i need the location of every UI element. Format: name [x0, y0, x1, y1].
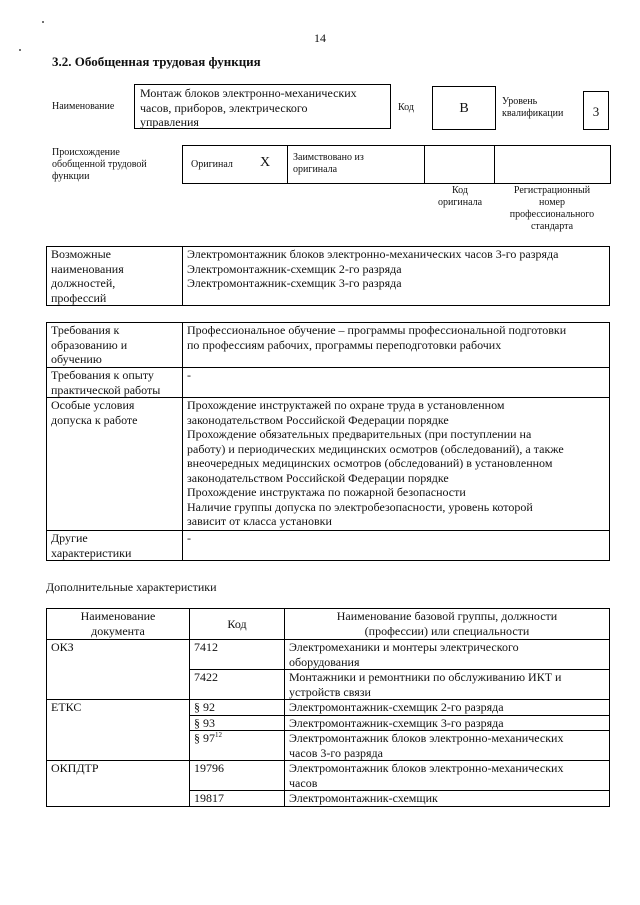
code-cell — [190, 640, 285, 670]
requirement-value-line: Наличие группы допуска по электробезопасности, уровень которой — [187, 499, 533, 514]
requirement-value-line: - — [187, 531, 191, 545]
name-line: Электромонтажник-схемщик 3-го разряда — [289, 715, 504, 730]
reg-caption-line: профессионального — [509, 209, 595, 220]
code-cell — [190, 731, 285, 761]
reg-caption-line: номер — [539, 197, 565, 208]
origin-label-line: обобщенной трудовой — [52, 159, 147, 170]
requirement-label-cell — [47, 323, 183, 368]
header-name-line: (профессии) или специальности — [364, 623, 530, 638]
positions-table — [46, 246, 610, 306]
requirement-value-line: законодательством Российской Федерации порядке — [187, 412, 449, 427]
name-value-line: Монтаж блоков электронно-механических — [140, 86, 357, 100]
table-row — [47, 247, 610, 306]
reg-number-caption — [494, 185, 610, 233]
requirement-label-line: обучению — [51, 352, 102, 366]
header-doc-line: Наименование — [80, 609, 156, 623]
code-value: 19796 — [194, 761, 224, 775]
name-line: часов — [289, 775, 318, 790]
borrowed-label — [293, 152, 364, 176]
table-row — [47, 700, 610, 716]
additional-table — [46, 608, 610, 807]
level-value: 3 — [592, 104, 600, 119]
origin-label-line: Происхождение — [52, 147, 120, 158]
position-item: Электромонтажник-схемщик 3-го разряда — [187, 276, 402, 290]
name-line: устройств связи — [289, 684, 371, 699]
requirement-label-line: Особые условия — [51, 398, 135, 412]
name-line: Электромонтажник блоков электронно-механических — [289, 761, 564, 775]
name-cell — [285, 640, 610, 670]
positions-label-line: профессий — [51, 290, 107, 305]
code-cell — [190, 670, 285, 700]
name-line: оборудования — [289, 654, 360, 669]
table-row — [47, 398, 610, 531]
level-label-line: квалификации — [502, 108, 564, 119]
header-name-line: Наименование базовой группы, должности — [336, 609, 558, 623]
code-cell — [190, 700, 285, 716]
origin-label-line: функции — [52, 171, 90, 182]
name-value-line: управления — [140, 115, 199, 129]
positions-label-cell — [47, 247, 183, 306]
requirement-value-line: работу) и периодических медицинских осмотров (обследований), а также — [187, 441, 564, 456]
name-line: Монтажники и ремонтники по обслуживанию ИКТ и — [289, 670, 562, 684]
position-item: Электромонтажник блоков электронно-механических часов 3-го разряда — [187, 247, 559, 261]
name-cell — [285, 670, 610, 700]
requirement-value-line: законодательством Российской Федерации порядке — [187, 470, 449, 485]
origin-box — [182, 145, 611, 184]
code-cell — [190, 715, 285, 731]
code-label: Код — [398, 102, 414, 113]
requirement-label-line: Другие — [51, 531, 88, 545]
positions-label-line: Возможные — [51, 247, 111, 261]
doc-name: ОКПДТР — [51, 761, 99, 775]
table-row — [47, 640, 610, 670]
requirement-label-cell — [47, 398, 183, 531]
code-value: 7412 — [194, 640, 218, 654]
name-line: Электромеханики и монтеры электрического — [289, 640, 519, 654]
scan-speck — [19, 49, 21, 51]
requirement-label-line: образованию и — [51, 337, 128, 352]
doc-name: ОКЗ — [51, 640, 74, 654]
name-label: Наименование — [52, 101, 115, 112]
additional-title: Дополнительные характеристики — [46, 580, 217, 594]
table-row — [47, 368, 610, 398]
table-header-row — [47, 609, 610, 640]
requirement-value-cell — [183, 368, 610, 398]
requirement-value-line: по профессиям рабочих, программы переподготовки рабочих — [187, 337, 502, 352]
requirement-value-line: Прохождение инструктажа по пожарной безопасности — [187, 485, 466, 499]
code-cell — [190, 791, 285, 807]
level-label-line: Уровень — [502, 96, 538, 107]
name-cell — [285, 700, 610, 716]
code-footnote: 12 — [215, 731, 222, 739]
original-label: Оригинал — [191, 159, 233, 170]
code-caption-line: Код — [452, 185, 468, 196]
requirement-label-cell — [47, 531, 183, 561]
name-value-line: часов, приборов, электрического — [140, 100, 308, 115]
code-value: 19817 — [194, 791, 224, 805]
requirement-label-line: характеристики — [51, 545, 132, 560]
name-cell — [285, 791, 610, 807]
position-item: Электромонтажник-схемщик 2-го разряда — [187, 261, 402, 276]
reg-caption-line: Регистрационный — [513, 185, 591, 196]
code-original-caption — [428, 185, 492, 209]
header-doc-line: документа — [91, 623, 145, 638]
positions-value-cell — [183, 247, 610, 306]
borrowed-label-line: Заимствовано из — [293, 152, 364, 163]
table-row — [47, 761, 610, 791]
reg-caption-line: стандарта — [530, 221, 574, 232]
doc-name: ЕТКС — [51, 700, 82, 714]
requirement-label-line: Требования к опыту — [51, 368, 154, 382]
code-value-box — [432, 86, 496, 130]
code-value: § 92 — [194, 700, 215, 714]
table-row — [47, 323, 610, 368]
requirement-value-line: зависит от класса установки — [187, 514, 332, 528]
positions-label-line: должностей, — [51, 276, 116, 290]
requirements-table — [46, 322, 610, 561]
requirement-value-line: внеочередных медицинских осмотров (обследований) в установленном — [187, 456, 553, 470]
positions-label-line: наименования — [51, 261, 124, 276]
requirement-value-line: Прохождение инструктажей по охране труда в установленном — [187, 398, 505, 412]
section-title: 3.2. Обобщенная трудовая функция — [52, 54, 261, 69]
requirement-value-line: Прохождение обязательных предварительных (при поступлении на — [187, 427, 532, 441]
code-value: § 97 — [194, 731, 215, 745]
name-value-box — [134, 84, 391, 129]
requirement-value-cell — [183, 323, 610, 368]
header-code-cell — [190, 609, 285, 640]
scan-speck — [42, 21, 44, 23]
requirement-label-line: Требования к — [51, 323, 120, 337]
requirement-value-line: - — [187, 368, 191, 382]
requirement-label-line: допуска к работе — [51, 412, 138, 427]
doc-cell — [47, 761, 190, 807]
name-line: Электромонтажник-схемщик — [289, 791, 438, 805]
requirement-value-cell — [183, 398, 610, 531]
doc-cell — [47, 640, 190, 700]
code-value: 7422 — [194, 670, 218, 684]
requirement-value-line: Профессиональное обучение – программы профессиональной подготовки — [187, 323, 567, 337]
page-number: 14 — [314, 31, 326, 45]
code-caption-line: оригинала — [437, 197, 483, 208]
table-row — [47, 531, 610, 561]
borrowed-label-line: оригинала — [293, 164, 338, 175]
name-line: Электромонтажник блоков электронно-механических — [289, 731, 564, 745]
original-mark: X — [260, 155, 271, 170]
name-cell — [285, 715, 610, 731]
requirement-label-line: практической работы — [51, 382, 161, 397]
header-code: Код — [227, 616, 247, 631]
code-value: B — [459, 101, 469, 116]
level-label — [502, 96, 563, 120]
requirement-value-cell — [183, 531, 610, 561]
name-cell — [285, 731, 610, 761]
doc-cell — [47, 700, 190, 761]
code-cell — [190, 761, 285, 791]
requirement-label-cell — [47, 368, 183, 398]
code-value: § 93 — [194, 715, 215, 730]
header-doc-cell — [47, 609, 190, 640]
name-cell — [285, 761, 610, 791]
origin-label — [52, 147, 147, 183]
name-line: Электромонтажник-схемщик 2-го разряда — [289, 700, 504, 714]
header-name-cell — [285, 609, 610, 640]
name-line: часов 3-го разряда — [289, 745, 383, 760]
level-value-box — [583, 91, 609, 130]
